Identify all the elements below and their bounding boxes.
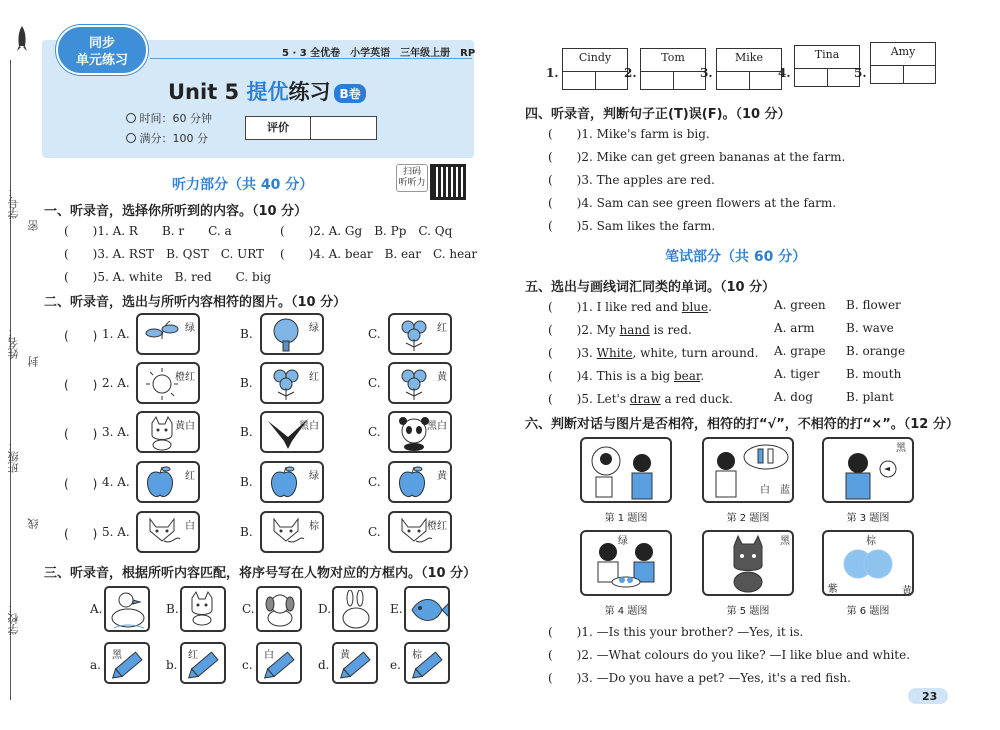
evaluation-field[interactable] — [311, 117, 376, 139]
q2-option-c: C. — [368, 376, 381, 390]
scene-illustration-icon — [582, 439, 670, 503]
q3-crayon-box[interactable] — [256, 642, 302, 684]
scene-caption: 第 5 题图 — [726, 606, 770, 617]
q4-item: ( )4. Sam can see green flowers at the farm. — [548, 196, 837, 210]
check-circle-icon — [126, 133, 136, 143]
q5-sentence: ( )1. I like red and blue. — [548, 300, 712, 314]
underlined-word: blue — [681, 300, 709, 314]
scene-caption: 第 1 题图 — [604, 513, 648, 524]
cat-icon — [182, 590, 222, 629]
q2-picture-a[interactable] — [136, 362, 200, 404]
q3-animal-box[interactable] — [180, 586, 226, 632]
answer-paren[interactable]: ( ) — [64, 329, 98, 343]
rocket-icon — [16, 26, 28, 52]
q5-sentence: ( )5. Let's draw a red duck. — [548, 392, 733, 406]
scene-caption: 第 4 题图 — [604, 606, 648, 617]
q2-option-b: B. — [240, 425, 253, 439]
page-title: Unit 5 提优练习 B卷 — [168, 76, 366, 106]
school-label: 学校： — [7, 602, 20, 635]
q2-picture-c[interactable] — [388, 362, 452, 404]
duck-icon — [106, 590, 150, 632]
q5-option-b: B. plant — [846, 390, 894, 404]
seal-char: 密 — [27, 220, 40, 231]
underlined-word: hand — [619, 323, 650, 337]
q2-picture-b[interactable] — [260, 511, 324, 553]
q2-picture-b[interactable] — [260, 461, 324, 503]
q3-animal-letter: E. — [390, 602, 403, 616]
underlined-word: draw — [629, 392, 661, 406]
page-number: 23 — [922, 690, 938, 703]
scene-illustration-icon — [704, 532, 792, 596]
seal-char: 封 — [27, 356, 40, 367]
q5-option-a: A. arm — [774, 321, 815, 335]
name-box[interactable] — [794, 45, 860, 87]
q5-sentence: ( )3. White, white, turn around. — [548, 346, 759, 360]
name-box[interactable] — [562, 48, 628, 90]
q3-animal-letter: C. — [242, 602, 255, 616]
q6-scene-1 — [580, 437, 672, 503]
q2-option-b: B. — [240, 376, 253, 390]
name-box[interactable] — [716, 48, 782, 90]
color-label: 红 — [437, 323, 447, 334]
q5-option-a: A. tiger — [774, 367, 820, 381]
q5-option-a: A. grape — [774, 344, 826, 358]
time-info: 时间：60 分钟 — [126, 110, 212, 126]
name-number: 4. — [778, 66, 791, 80]
answer-paren[interactable]: ( ) — [64, 477, 98, 491]
q2-option-b: B. — [240, 525, 253, 539]
color-label: 绿 — [309, 323, 319, 334]
q3-crayon-box[interactable] — [332, 642, 378, 684]
q2-option-b: B. — [240, 327, 253, 341]
q6-item: ( )2. —What colours do you like? —I like blue and white. — [548, 648, 911, 662]
q3-crayon-letter: a. — [90, 658, 101, 672]
scan-label: 扫码 听听力 — [396, 164, 428, 192]
q6-title: 六、判断对话与图片是否相符，相符的打“√”，不相符的打“×”。（12 分） — [525, 417, 959, 432]
qr-code-icon[interactable] — [430, 164, 466, 200]
q2-picture-c[interactable] — [388, 313, 452, 355]
binding-spine — [0, 0, 40, 730]
color-label: 红 — [309, 372, 319, 383]
color-label: 绿 — [185, 323, 195, 334]
name-number: 5. — [854, 66, 867, 80]
color-label: 黑白 — [299, 421, 319, 432]
seal-char: 线 — [27, 518, 40, 529]
name-box[interactable] — [640, 48, 706, 90]
q1-item: ( )4. A. bear B. ear C. hear — [280, 247, 478, 261]
answer-paren[interactable]: ( ) — [64, 378, 98, 392]
q5-option-a: A. dog — [774, 390, 813, 404]
q3-crayon-letter: e. — [390, 658, 401, 672]
scene-color-label: 黑 — [896, 443, 906, 454]
q2-picture-b[interactable] — [260, 411, 324, 453]
listening-heading: 听力部分（共 40 分） — [172, 177, 314, 193]
q1-item: ( )3. A. RST B. QST C. URT — [64, 247, 265, 261]
q4-item: ( )3. The apples are red. — [548, 173, 715, 187]
scene-color-label: 黑 — [780, 536, 790, 547]
q3-crayon-box[interactable] — [104, 642, 150, 684]
flower-icon — [266, 366, 306, 404]
q2-number: 2. A. — [102, 376, 130, 390]
q3-crayon-letter: d. — [318, 658, 330, 672]
color-label: 棕 — [412, 650, 422, 661]
q2-picture-a[interactable] — [136, 411, 200, 453]
leaf-icon — [142, 317, 182, 344]
q2-title: 二、听录音，选出与所听内容相符的图片。（10 分） — [44, 295, 347, 310]
q3-animal-box[interactable] — [404, 586, 450, 632]
q3-animal-letter: D. — [318, 602, 332, 616]
color-label: 绿 — [309, 471, 319, 482]
header-underline — [150, 58, 472, 59]
q3-animal-box[interactable] — [104, 586, 150, 632]
person-name: Amy — [890, 45, 916, 58]
name-number: 3. — [700, 66, 713, 80]
scene-color-label: 棕 — [866, 536, 876, 547]
writing-heading: 笔试部分（共 60 分） — [665, 249, 807, 265]
q2-picture-a[interactable] — [136, 461, 200, 503]
underlined-word: bear — [673, 369, 701, 383]
b-version-badge: B卷 — [334, 84, 365, 103]
q2-picture-b[interactable] — [260, 362, 324, 404]
q4-item: ( )5. Sam likes the farm. — [548, 219, 716, 233]
color-label: 白 — [264, 650, 274, 661]
class-label: 班级： — [7, 440, 20, 473]
flower-icon — [394, 366, 434, 404]
answer-paren[interactable]: ( ) — [64, 527, 98, 541]
q2-picture-a[interactable] — [136, 511, 200, 553]
q1-item: ( )5. A. white B. red C. big — [64, 270, 272, 284]
scene-caption: 第 2 题图 — [726, 513, 770, 524]
apple-icon — [394, 465, 430, 503]
q3-title: 三、听录音，根据所听内容匹配，将序号写在人物对应的方框内。（10 分） — [44, 566, 477, 581]
dog-icon — [258, 590, 302, 632]
color-label: 白 — [185, 521, 195, 532]
evaluation-box: 评价 — [245, 116, 377, 140]
name-number: 2. — [624, 66, 637, 80]
q3-crayon-box[interactable] — [180, 642, 226, 684]
scene-color-label: 绿 — [618, 536, 628, 547]
sync-unit-badge: 同步 单元练习 — [56, 25, 148, 75]
q3-animal-box[interactable] — [256, 586, 302, 632]
q4-item: ( )1. Mike's farm is big. — [548, 127, 710, 141]
answer-paren[interactable]: ( ) — [64, 427, 98, 441]
rabbit-icon — [334, 590, 378, 632]
scene-caption: 第 3 题图 — [846, 513, 890, 524]
color-label: 红 — [188, 650, 198, 661]
q2-option-b: B. — [240, 475, 253, 489]
q4-item: ( )2. Mike can get green bananas at the farm. — [548, 150, 846, 164]
person-name: Tina — [814, 48, 840, 61]
score-info: 满分：100 分 — [126, 130, 208, 146]
tree-icon — [266, 317, 306, 355]
name-label: 姓名： — [7, 326, 20, 359]
q3-animal-letter: A. — [90, 602, 103, 616]
q5-title: 五、选出与画线词汇同类的单词。（10 分） — [525, 280, 776, 295]
q2-picture-a[interactable] — [136, 313, 200, 355]
q2-option-c: C. — [368, 475, 381, 489]
q3-animal-box[interactable] — [332, 586, 378, 632]
color-label: 黄白 — [175, 421, 195, 432]
q2-option-c: C. — [368, 425, 381, 439]
apple-icon — [266, 465, 302, 503]
person-name: Mike — [735, 51, 763, 64]
q2-picture-c[interactable] — [388, 511, 452, 553]
q2-number: 3. A. — [102, 425, 130, 439]
fox-icon — [266, 515, 306, 553]
q5-option-b: B. mouth — [846, 367, 902, 381]
student-number-label: 学号： — [7, 186, 20, 219]
color-label: 黑 — [112, 650, 122, 661]
color-label: 黄 — [340, 650, 350, 661]
fox-icon — [142, 515, 182, 553]
color-label: 黄 — [437, 372, 447, 383]
scene-color-label: 白 — [760, 485, 770, 496]
q5-option-a: A. green — [774, 298, 826, 312]
name-box[interactable] — [870, 42, 936, 84]
person-name: Tom — [661, 51, 685, 64]
scene-color-label: 紫 — [828, 584, 838, 595]
color-label: 黑白 — [427, 421, 447, 432]
q3-crayon-box[interactable] — [404, 642, 450, 684]
q5-sentence: ( )2. My hand is red. — [548, 323, 692, 337]
flower-icon — [394, 317, 434, 355]
q5-option-b: B. flower — [846, 298, 901, 312]
q3-crayon-letter: c. — [242, 658, 253, 672]
apple-icon — [142, 465, 178, 503]
q5-option-b: B. wave — [846, 321, 894, 335]
q2-picture-c[interactable] — [388, 411, 452, 453]
underlined-word: White — [596, 346, 633, 360]
q2-number: 4. A. — [102, 475, 130, 489]
color-label: 红 — [185, 471, 195, 482]
scene-caption: 第 6 题图 — [846, 606, 890, 617]
q1-title: 一、听录音，选择你所听到的内容。（10 分） — [44, 204, 308, 219]
person-name: Cindy — [578, 51, 612, 64]
fish-icon — [406, 590, 450, 632]
color-label: 橙红 — [175, 372, 195, 383]
series-label: 5 · 3 全优卷 小学英语 三年级上册 RP — [282, 48, 476, 59]
q2-option-c: C. — [368, 525, 381, 539]
q3-animal-letter: B. — [166, 602, 179, 616]
scene-color-label: 黄 — [902, 586, 912, 597]
q1-item: ( )1. A. R B. r C. a — [64, 224, 232, 238]
color-label: 黄 — [437, 471, 447, 482]
q1-item: ( )2. A. Gg B. Pp C. Qq — [280, 224, 453, 238]
q6-item: ( )1. —Is this your brother? —Yes, it is. — [548, 625, 804, 639]
clock-icon — [126, 113, 136, 123]
scene-illustration-icon — [704, 439, 792, 503]
q2-picture-c[interactable] — [388, 461, 452, 503]
name-number: 1. — [546, 66, 559, 80]
q2-number: 5. A. — [102, 525, 130, 539]
color-label: 橙红 — [427, 521, 447, 532]
q2-number: 1. A. — [102, 327, 130, 341]
q5-option-b: B. orange — [846, 344, 906, 358]
q3-crayon-letter: b. — [166, 658, 178, 672]
scene-color-label: 蓝 — [780, 485, 790, 496]
q2-picture-b[interactable] — [260, 313, 324, 355]
q5-sentence: ( )4. This is a big bear. — [548, 369, 705, 383]
q4-title: 四、听录音，判断句子正(T)误(F)。（10 分） — [525, 107, 791, 122]
color-label: 棕 — [309, 521, 319, 532]
q6-item: ( )3. —Do you have a pet? —Yes, it's a red fish. — [548, 671, 851, 685]
q2-option-c: C. — [368, 327, 381, 341]
